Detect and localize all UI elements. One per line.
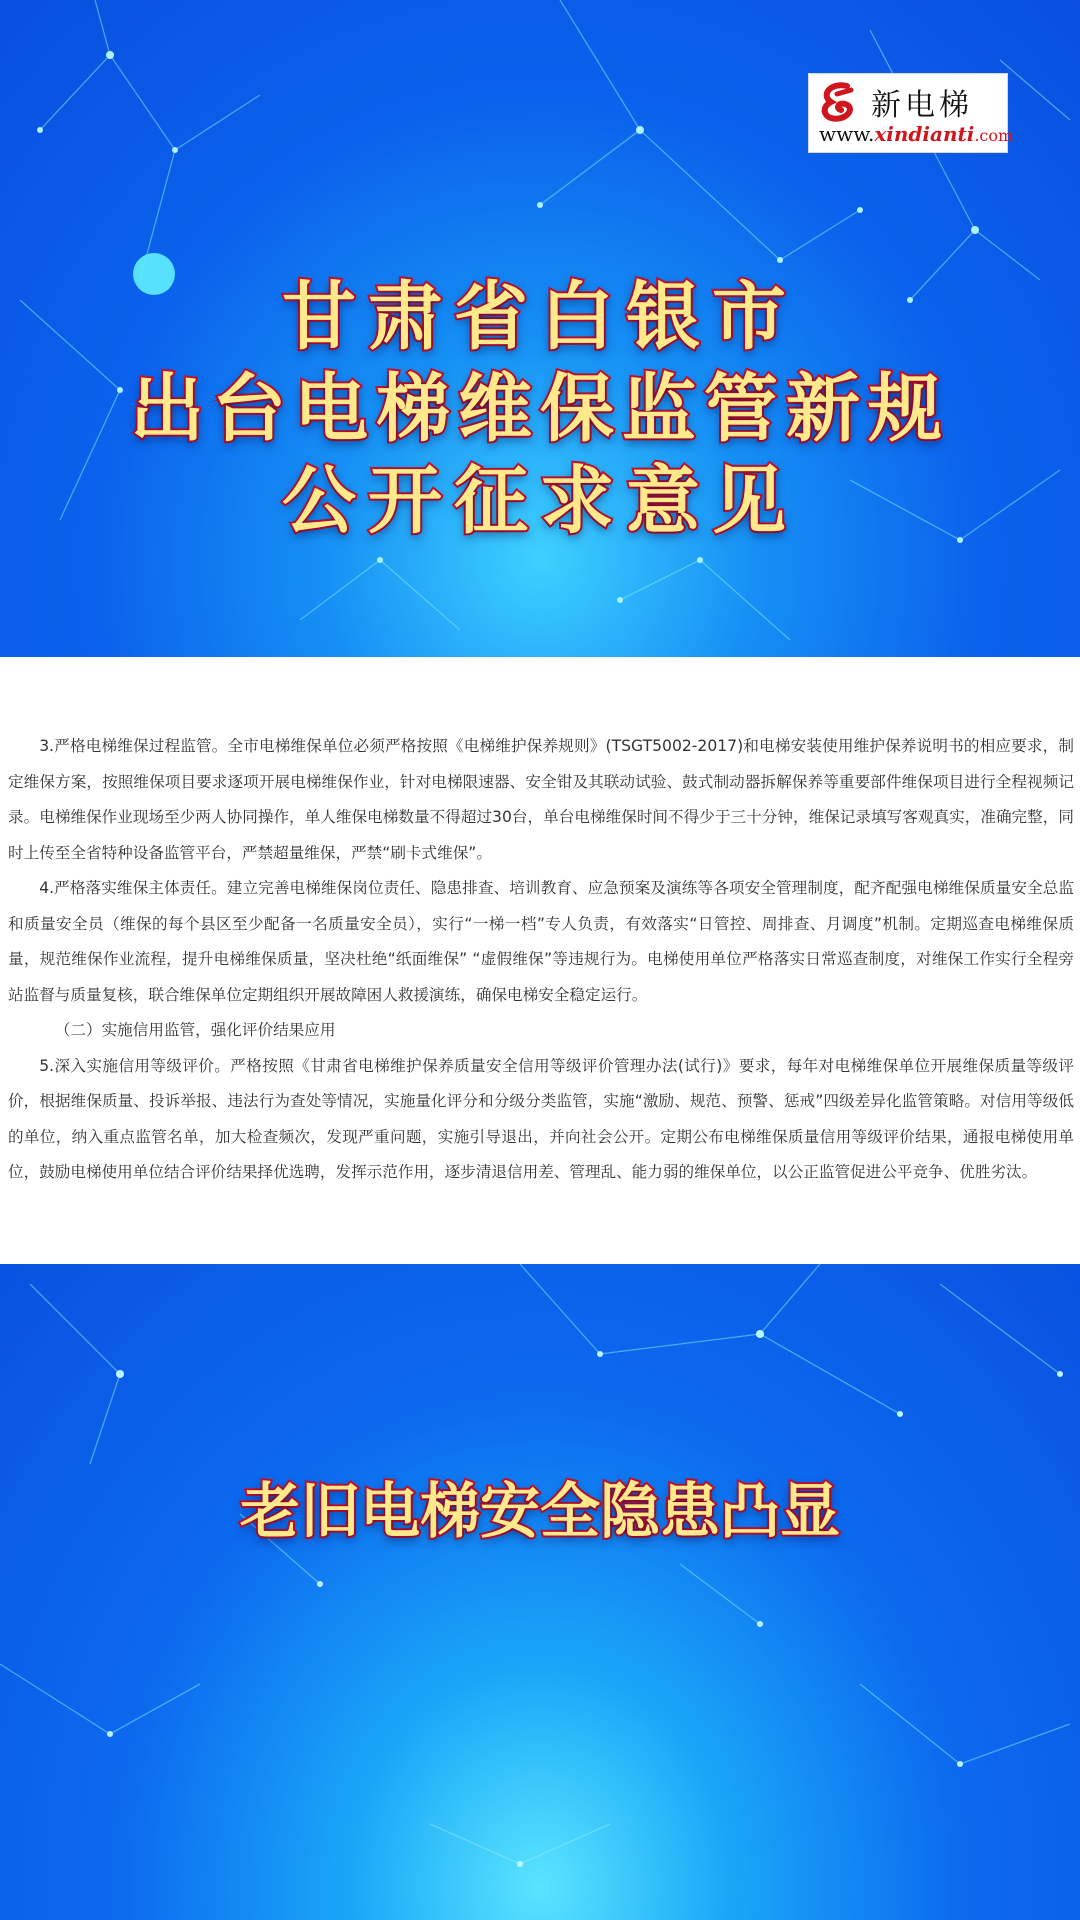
brand-mark-icon <box>817 80 871 124</box>
brand-url-domain: xindianti <box>874 122 975 146</box>
article-paragraph-3: 3.严格电梯维保过程监管。全市电梯维保单位必须严格按照《电梯维护保养规则》(TSGT5002-2017)和电梯安装使用维护保养说明书的相应要求，制定维保方案，按照维保项目要求逐项开展电梯维保作业，针对电梯限速器、安全钳及其联动试验、鼓式制动器拆解保养等重要部件维保项目进行全程视频记录。电梯维保作业现场至少两人协同操作，单人维保电梯数量不得超过30台，单台电梯维保时间不得少于三十分钟，维保记录填写客观真实，准确完整，同时上传至全省特种设备监管平台，严禁超量维保，严禁“刷卡式维保”。 <box>8 737 1074 862</box>
network-lines-decoration <box>0 1264 1080 1920</box>
article-paragraph-4: 4.严格落实维保主体责任。建立完善电梯维保岗位责任、隐患排查、培训教育、应急预案及演练等各项安全管理制度，配齐配强电梯维保质量安全总监和质量安全员（维保的每个县区至少配备一名质量安全员），实行“一梯一档”专人负责，有效落实“日管控、周排查、月调度”机制。定期巡查电梯维保质量，规范维保作业流程，提升电梯维保质量，坚决杜绝“纸面维保” “虚假维保”等违规行为。电梯使用单位严格落实日常巡查制度，对维保工作实行全程旁站监督与质量复核，联合维保单位定期组织开展故障困人救援演练，确保电梯安全稳定运行。 <box>8 879 1074 1004</box>
headline-line-2: 出台电梯维保监管新规 <box>130 366 950 452</box>
brand-name: 新电梯 <box>871 88 973 123</box>
article-paragraph-5: 5.深入实施信用等级评价。严格按照《甘肃省电梯维护保养质量安全信用等级评价管理办法(试行)》要求，每年对电梯维保单位开展维保质量等级评价，根据维保质量、投诉举报、违法行为查处等情况，实施量化评分和分级分类监管，实施“激励、规范、预警、惩戒”四级差异化监管策略。对信用等级低的单位，纳入重点监管名单，加大检查频次，发现严重问题，实施引导退出，并向社会公开。定期公布电梯维保质量信用等级评价结果，通报电梯使用单位，鼓励电梯使用单位结合评价结果择优选聘，发挥示范作用，逐步清退信用差、管理乱、能力弱的维保单位，以公正监管促进公平竞争、优胜劣汰。 <box>8 1056 1074 1181</box>
hero-panel <box>0 0 1080 657</box>
article-body <box>0 657 1080 1264</box>
brand-url <box>819 122 1013 146</box>
section-banner-panel <box>0 1264 1080 1920</box>
headline-line-1: 甘肃省白银市 <box>282 274 798 360</box>
headline-line-3: 公开征求意见 <box>282 458 798 544</box>
brand-url-prefix: www. <box>819 122 875 146</box>
section-banner-title: 老旧电梯安全隐患凸显 <box>240 1477 840 1547</box>
brand-logo <box>808 73 1014 153</box>
brand-url-suffix: .com <box>974 126 1014 145</box>
article-subheading: （二）实施信用监管，强化评价结果应用 <box>54 1021 336 1039</box>
